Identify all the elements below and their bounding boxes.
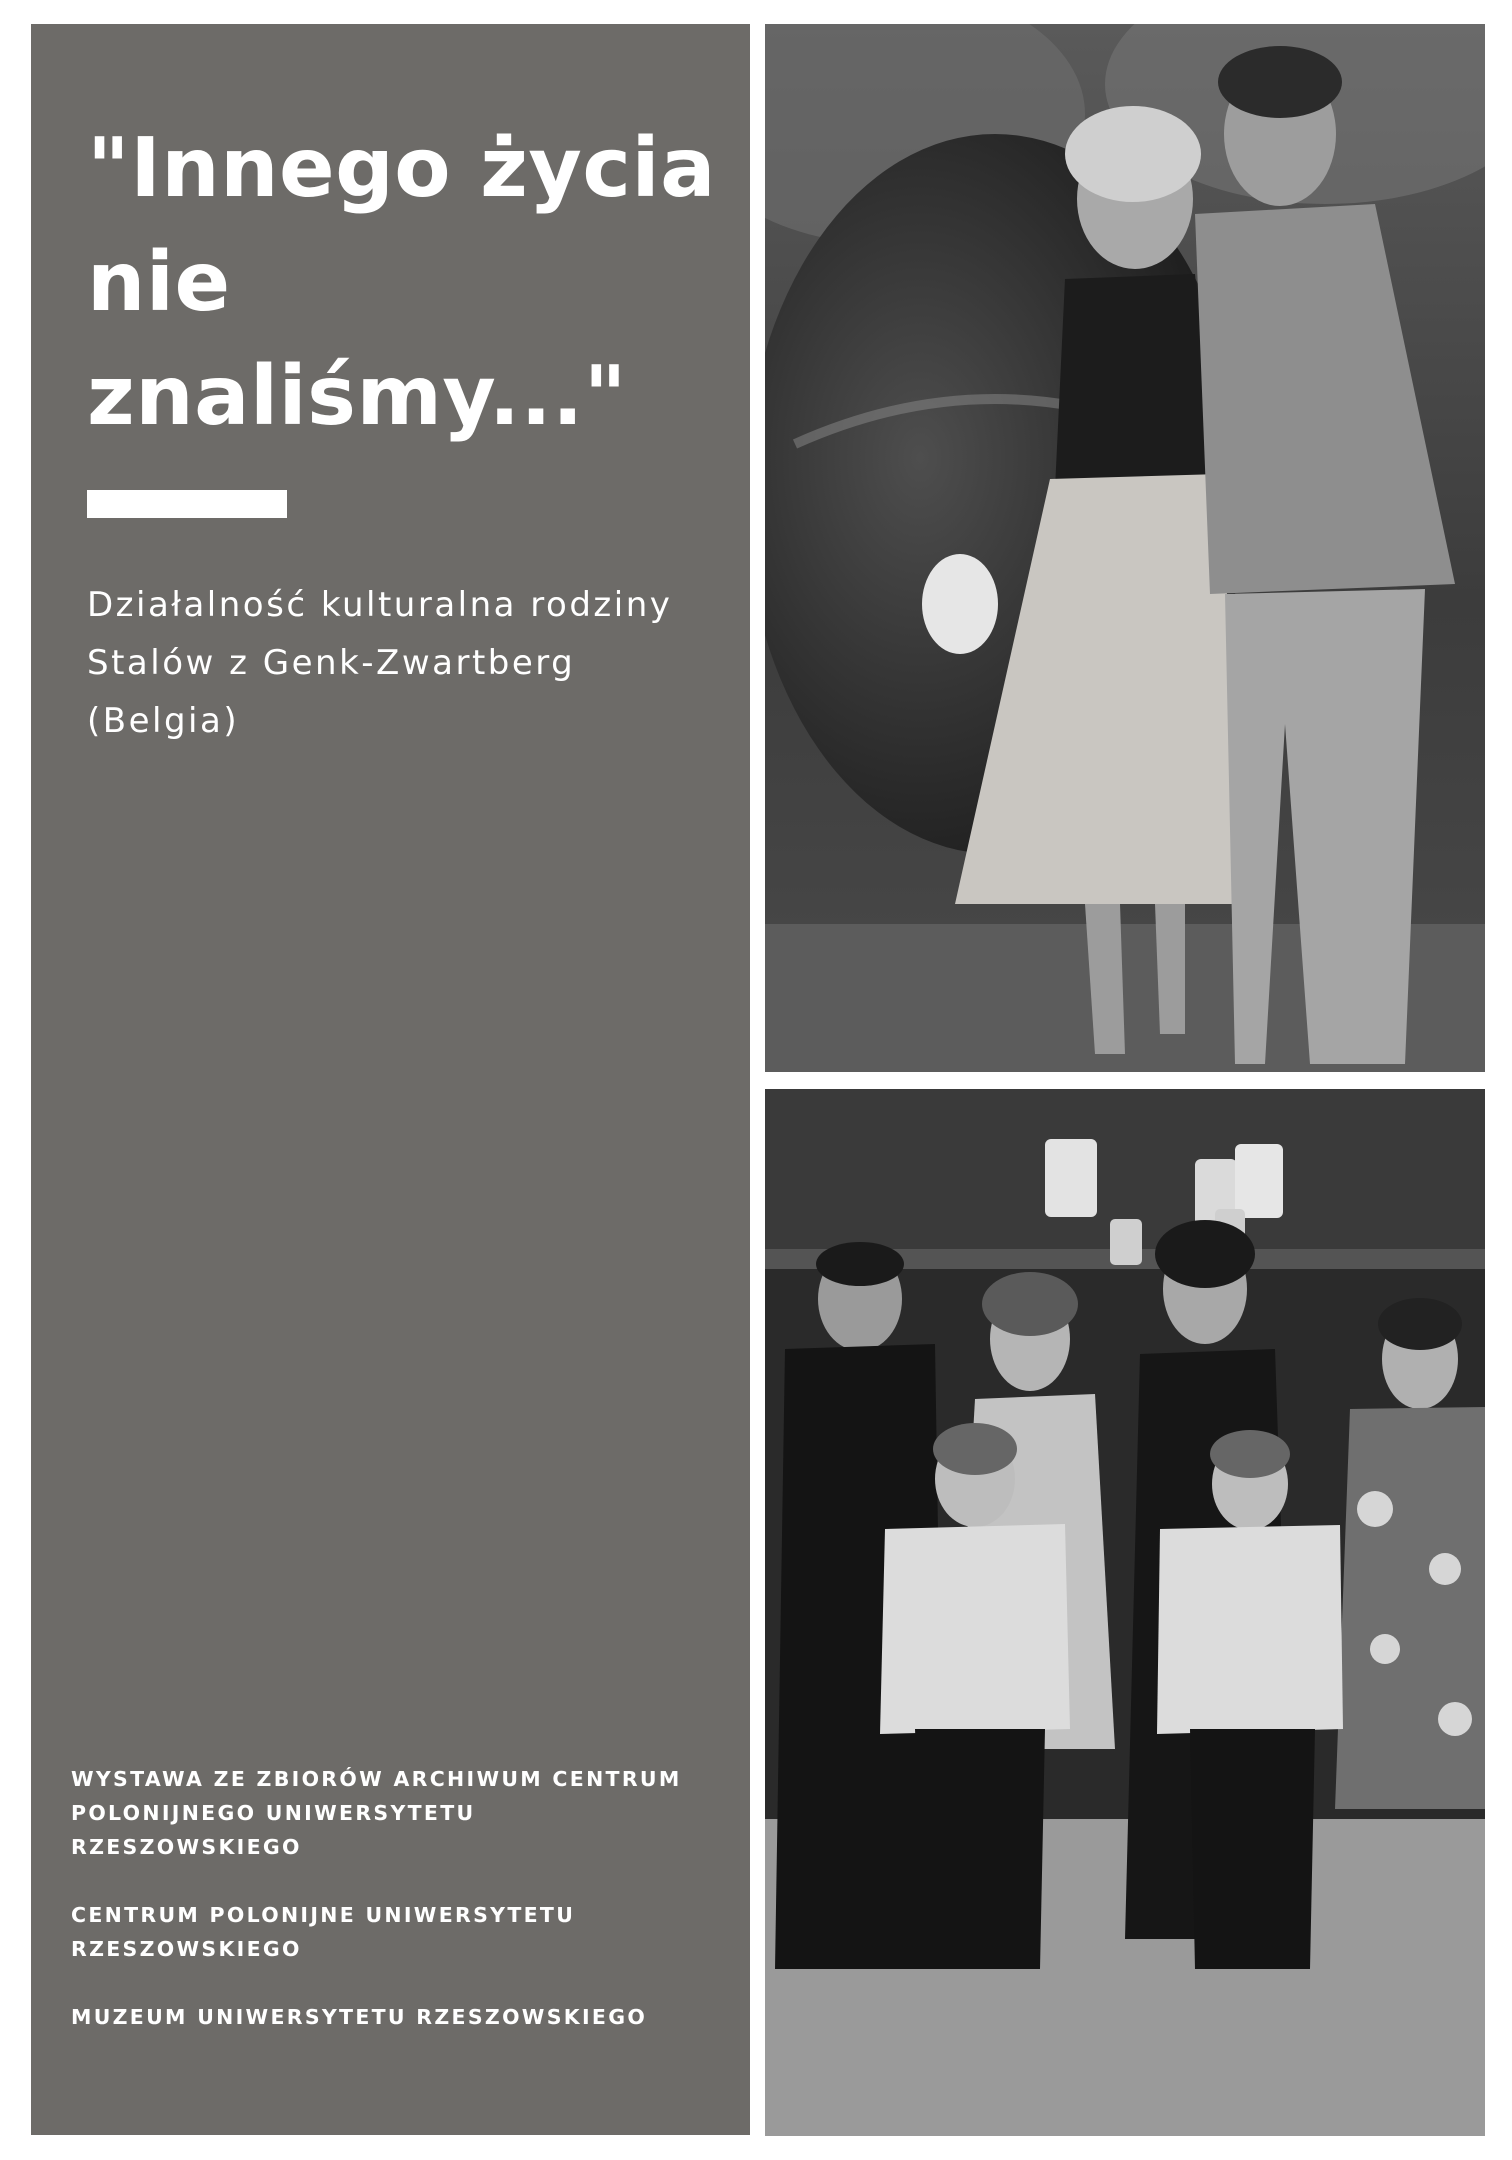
poster-subtitle: Działalność kulturalna rodziny Stalów z Genk-Zwartberg (Belgia) bbox=[87, 585, 673, 741]
family-photo bbox=[765, 1089, 1485, 2136]
credit-centre: CENTRUM POLONIJNE UNIWERSYTETU RZESZOWSKIEGO bbox=[71, 1903, 576, 1961]
credits-list bbox=[71, 1762, 751, 2068]
couple-photo bbox=[765, 24, 1485, 1072]
credit-archive: WYSTAWA ZE ZBIORÓW ARCHIWUM CENTRUM POLONIJNEGO UNIWERSYTETU RZESZOWSKIEGO bbox=[71, 1767, 682, 1859]
couple-photo-image bbox=[765, 24, 1485, 1072]
poster-title: "Innego życia nie znaliśmy..." bbox=[87, 121, 716, 444]
credit-museum: MUZEUM UNIWERSYTETU RZESZOWSKIEGO bbox=[71, 2005, 648, 2029]
family-photo-image bbox=[765, 1089, 1485, 2136]
title-underline bbox=[87, 490, 287, 518]
title-panel bbox=[31, 24, 750, 2135]
